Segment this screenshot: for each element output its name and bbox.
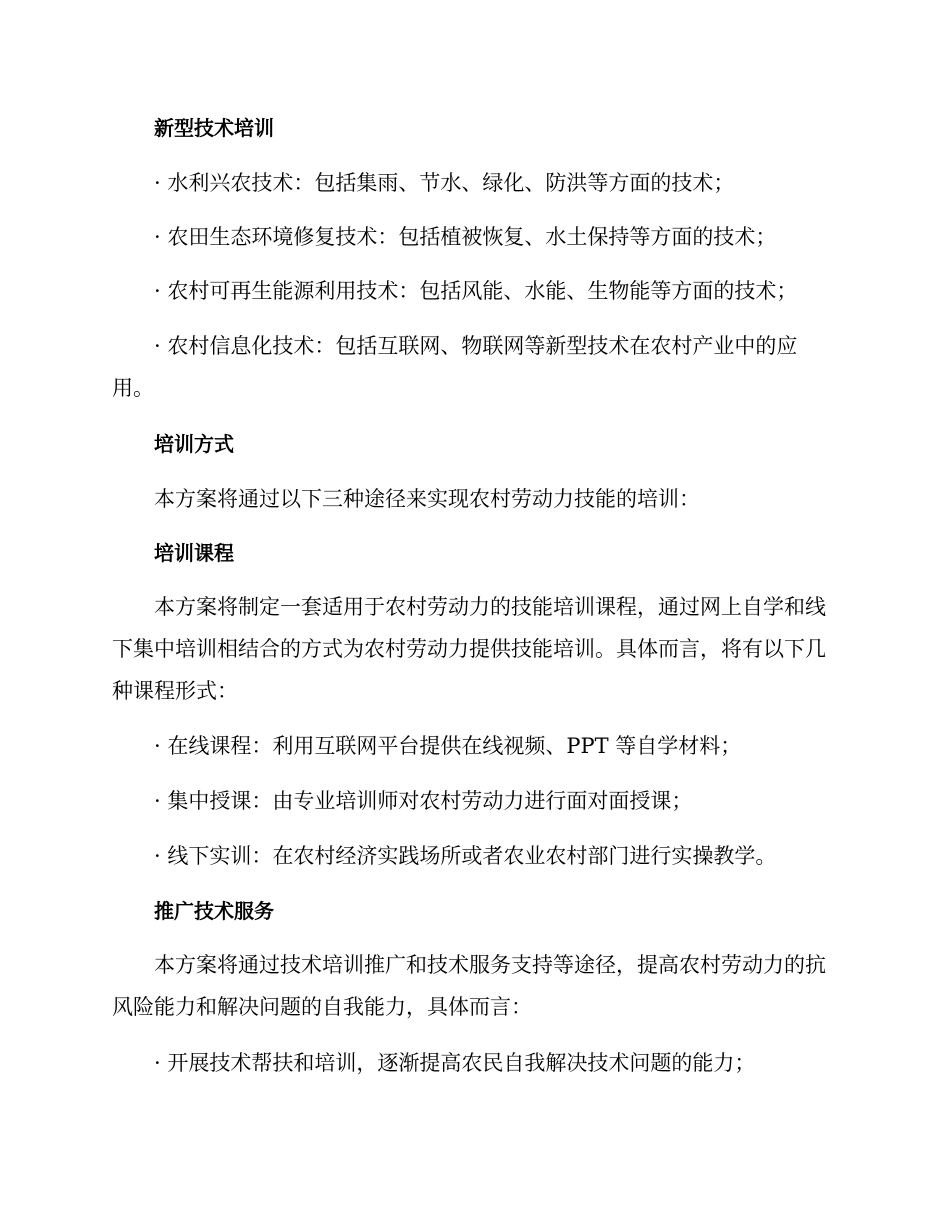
list-item-online-course: · 在线课程：利用互联网平台提供在线视频、PPT 等自学材料；: [154, 734, 742, 758]
list-item-eco-restoration-tech: · 农田生态环境修复技术：包括植被恢复、水土保持等方面的技术；: [154, 225, 777, 249]
paragraph-tech-service: 本方案将通过技术培训推广和技术服务支持等途径，提高农村劳动力的抗风险能力和解决问题的自我能力，具体而言：: [112, 953, 826, 1019]
section-heading-training-methods: 培训方式: [154, 432, 234, 456]
list-item-renewable-energy-tech: · 农村可再生能源利用技术：包括风能、水能、生物能等方面的技术；: [154, 279, 798, 303]
paragraph-training-courses: 本方案将制定一套适用于农村劳动力的技能培训课程，通过网上自学和线下集中培训相结合的方式为农村劳动力提供技能培训。具体而言，将有以下几种课程形式：: [112, 595, 826, 703]
list-item-water-tech: · 水利兴农技术：包括集雨、节水、绿化、防洪等方面的技术；: [154, 171, 735, 195]
section-heading-tech-service: 推广技术服务: [154, 899, 274, 923]
paragraph-training-methods: 本方案将通过以下三种途径来实现农村劳动力技能的培训：: [154, 487, 700, 511]
list-item-informatization-tech: · 农村信息化技术：包括互联网、物联网等新型技术在农村产业中的应用。: [112, 334, 798, 400]
list-item-tech-assistance: · 开展技术帮扶和培训，逐渐提高农民自我解决技术问题的能力；: [154, 1051, 756, 1075]
section-heading-new-tech-training: 新型技术培训: [154, 116, 274, 140]
section-heading-training-courses: 培训课程: [154, 541, 234, 565]
list-item-offline-practice: · 线下实训：在农村经济实践场所或者农业农村部门进行实操教学。: [154, 844, 777, 868]
list-item-centralized-teaching: · 集中授课：由专业培训师对农村劳动力进行面对面授课；: [154, 789, 693, 813]
